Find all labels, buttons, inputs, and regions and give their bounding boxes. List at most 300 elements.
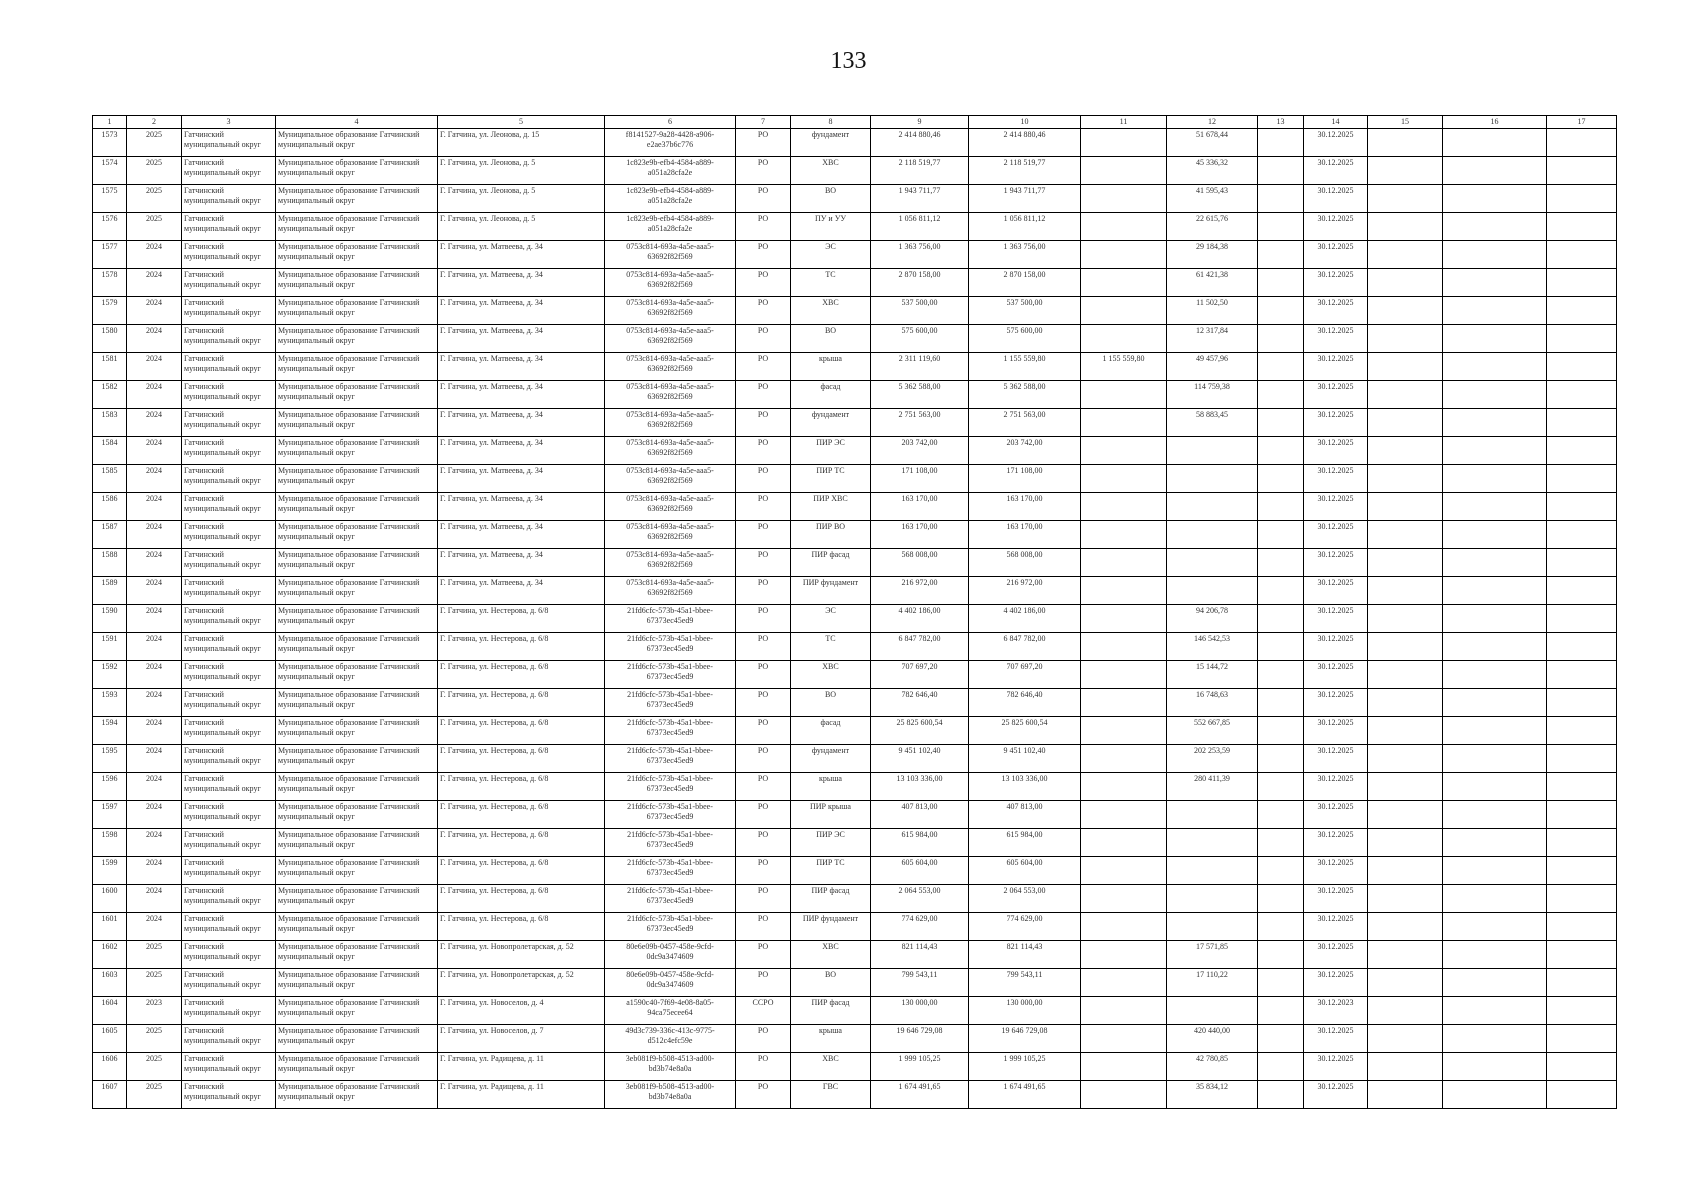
cell-address: Г. Гатчина, ул. Матвеева, д. 34 xyxy=(438,549,605,577)
cell-district: Гатчинский муниципальный округ xyxy=(182,969,276,997)
cell-total-cost: 2 064 553,00 xyxy=(871,885,969,913)
cell-deadline: 30.12.2025 xyxy=(1304,941,1368,969)
cell-cost-fund: 2 751 563,00 xyxy=(969,409,1081,437)
cell-row-number: 1590 xyxy=(93,605,127,633)
cell-col-16 xyxy=(1443,941,1547,969)
cell-address: Г. Гатчина, ул. Матвеева, д. 34 xyxy=(438,269,605,297)
cell-col-16 xyxy=(1443,437,1547,465)
table-row xyxy=(93,213,1617,241)
cell-col-15 xyxy=(1368,829,1443,857)
cell-cost-fund: 163 170,00 xyxy=(969,493,1081,521)
cell-year: 2025 xyxy=(127,941,182,969)
cell-municipality: Муниципальное образование Гатчинский муниципальный округ xyxy=(276,941,438,969)
cell-address: Г. Гатчина, ул. Нестерова, д. 6/8 xyxy=(438,885,605,913)
cell-fee: 45 336,32 xyxy=(1167,157,1258,185)
cell-col-17 xyxy=(1547,241,1617,269)
cell-program-type: ССРО xyxy=(736,997,791,1025)
cell-col-17 xyxy=(1547,353,1617,381)
cell-district: Гатчинский муниципальный округ xyxy=(182,381,276,409)
cell-fee: 35 834,12 xyxy=(1167,1081,1258,1109)
cell-row-number: 1591 xyxy=(93,633,127,661)
cell-year: 2024 xyxy=(127,885,182,913)
cell-col-15 xyxy=(1368,941,1443,969)
cell-district: Гатчинский муниципальный округ xyxy=(182,801,276,829)
cell-year: 2023 xyxy=(127,997,182,1025)
cell-address: Г. Гатчина, ул. Нестерова, д. 6/8 xyxy=(438,857,605,885)
cell-cost-other xyxy=(1081,1025,1167,1053)
cell-municipality: Муниципальное образование Гатчинский муниципальный округ xyxy=(276,745,438,773)
cell-work-type: ЭС xyxy=(791,241,871,269)
cell-col-16 xyxy=(1443,465,1547,493)
cell-cost-other xyxy=(1081,157,1167,185)
cell-address: Г. Гатчина, ул. Леонова, д. 5 xyxy=(438,157,605,185)
cell-col-15 xyxy=(1368,605,1443,633)
cell-total-cost: 615 984,00 xyxy=(871,829,969,857)
cell-municipality: Муниципальное образование Гатчинский муниципальный округ xyxy=(276,885,438,913)
cell-address: Г. Гатчина, ул. Нестерова, д. 6/8 xyxy=(438,689,605,717)
cell-col-17 xyxy=(1547,745,1617,773)
cell-deadline: 30.12.2023 xyxy=(1304,997,1368,1025)
cell-col-15 xyxy=(1368,1053,1443,1081)
cell-work-type: ПИР ХВС xyxy=(791,493,871,521)
cell-work-type: ХВС xyxy=(791,941,871,969)
cell-work-type: фундамент xyxy=(791,129,871,157)
cell-district: Гатчинский муниципальный округ xyxy=(182,493,276,521)
cell-col-16 xyxy=(1443,801,1547,829)
cell-work-type: ГВС xyxy=(791,1081,871,1109)
cell-col-17 xyxy=(1547,213,1617,241)
cell-col-15 xyxy=(1368,157,1443,185)
cell-cost-other xyxy=(1081,381,1167,409)
cell-deadline: 30.12.2025 xyxy=(1304,549,1368,577)
cell-total-cost: 203 742,00 xyxy=(871,437,969,465)
header-cell-house-guid: 6 xyxy=(605,116,736,129)
cell-fee xyxy=(1167,857,1258,885)
cell-col-13 xyxy=(1258,801,1304,829)
cell-year: 2025 xyxy=(127,1053,182,1081)
cell-cost-fund: 1 999 105,25 xyxy=(969,1053,1081,1081)
cell-municipality: Муниципальное образование Гатчинский муниципальный округ xyxy=(276,605,438,633)
cell-cost-other xyxy=(1081,297,1167,325)
cell-fee: 16 748,63 xyxy=(1167,689,1258,717)
cell-program-type: РО xyxy=(736,745,791,773)
cell-work-type: фундамент xyxy=(791,745,871,773)
cell-municipality: Муниципальное образование Гатчинский муниципальный округ xyxy=(276,1025,438,1053)
cell-col-15 xyxy=(1368,857,1443,885)
cell-district: Гатчинский муниципальный округ xyxy=(182,157,276,185)
table-row xyxy=(93,969,1617,997)
cell-house-guid: 0753c814-693a-4a5e-aaa5-63692f82f569 xyxy=(605,465,736,493)
cell-program-type: РО xyxy=(736,325,791,353)
table-row xyxy=(93,633,1617,661)
cell-col-15 xyxy=(1368,577,1443,605)
cell-col-17 xyxy=(1547,1025,1617,1053)
cell-fee xyxy=(1167,549,1258,577)
cell-total-cost: 707 697,20 xyxy=(871,661,969,689)
cell-row-number: 1574 xyxy=(93,157,127,185)
cell-cost-other xyxy=(1081,549,1167,577)
cell-work-type: ХВС xyxy=(791,157,871,185)
cell-year: 2024 xyxy=(127,801,182,829)
cell-total-cost: 1 999 105,25 xyxy=(871,1053,969,1081)
cell-cost-fund: 799 543,11 xyxy=(969,969,1081,997)
header-cell-work-type: 8 xyxy=(791,116,871,129)
cell-deadline: 30.12.2025 xyxy=(1304,409,1368,437)
cell-district: Гатчинский муниципальный округ xyxy=(182,1053,276,1081)
cell-col-16 xyxy=(1443,549,1547,577)
cell-col-17 xyxy=(1547,493,1617,521)
cell-cost-other xyxy=(1081,941,1167,969)
cell-cost-fund: 774 629,00 xyxy=(969,913,1081,941)
cell-district: Гатчинский муниципальный округ xyxy=(182,745,276,773)
cell-col-15 xyxy=(1368,465,1443,493)
cell-cost-other xyxy=(1081,717,1167,745)
cell-col-13 xyxy=(1258,241,1304,269)
cell-deadline: 30.12.2025 xyxy=(1304,829,1368,857)
cell-year: 2024 xyxy=(127,353,182,381)
header-cell-deadline: 14 xyxy=(1304,116,1368,129)
cell-col-17 xyxy=(1547,1053,1617,1081)
cell-total-cost: 6 847 782,00 xyxy=(871,633,969,661)
cell-row-number: 1573 xyxy=(93,129,127,157)
cell-year: 2024 xyxy=(127,325,182,353)
cell-cost-fund: 19 646 729,08 xyxy=(969,1025,1081,1053)
cell-cost-fund: 537 500,00 xyxy=(969,297,1081,325)
cell-row-number: 1604 xyxy=(93,997,127,1025)
cell-cost-other xyxy=(1081,745,1167,773)
cell-program-type: РО xyxy=(736,689,791,717)
cell-cost-fund: 575 600,00 xyxy=(969,325,1081,353)
cell-house-guid: 0753c814-693a-4a5e-aaa5-63692f82f569 xyxy=(605,521,736,549)
cell-col-13 xyxy=(1258,1081,1304,1109)
cell-total-cost: 1 943 711,77 xyxy=(871,185,969,213)
cell-year: 2024 xyxy=(127,633,182,661)
cell-col-16 xyxy=(1443,1025,1547,1053)
cell-work-type: ПИР фасад xyxy=(791,549,871,577)
cell-col-17 xyxy=(1547,465,1617,493)
cell-cost-other xyxy=(1081,577,1167,605)
cell-year: 2025 xyxy=(127,1081,182,1109)
cell-total-cost: 4 402 186,00 xyxy=(871,605,969,633)
cell-program-type: РО xyxy=(736,213,791,241)
table-row xyxy=(93,521,1617,549)
cell-col-16 xyxy=(1443,325,1547,353)
cell-total-cost: 130 000,00 xyxy=(871,997,969,1025)
cell-deadline: 30.12.2025 xyxy=(1304,913,1368,941)
cell-col-17 xyxy=(1547,689,1617,717)
cell-district: Гатчинский муниципальный округ xyxy=(182,269,276,297)
cell-work-type: ХВС xyxy=(791,297,871,325)
cell-col-15 xyxy=(1368,185,1443,213)
table-row xyxy=(93,773,1617,801)
header-cell-year: 2 xyxy=(127,116,182,129)
cell-fee: 420 440,00 xyxy=(1167,1025,1258,1053)
cell-work-type: ПИР фундамент xyxy=(791,577,871,605)
cell-row-number: 1596 xyxy=(93,773,127,801)
cell-municipality: Муниципальное образование Гатчинский муниципальный округ xyxy=(276,521,438,549)
cell-district: Гатчинский муниципальный округ xyxy=(182,437,276,465)
cell-col-17 xyxy=(1547,997,1617,1025)
cell-house-guid: 0753c814-693a-4a5e-aaa5-63692f82f569 xyxy=(605,437,736,465)
table-row xyxy=(93,1053,1617,1081)
cell-municipality: Муниципальное образование Гатчинский муниципальный округ xyxy=(276,269,438,297)
cell-address: Г. Гатчина, ул. Матвеева, д. 34 xyxy=(438,465,605,493)
cell-year: 2024 xyxy=(127,661,182,689)
cell-cost-other xyxy=(1081,661,1167,689)
cell-house-guid: 21fd6cfc-573b-45a1-bbee-67373ec45ed9 xyxy=(605,773,736,801)
cell-col-17 xyxy=(1547,773,1617,801)
cell-col-13 xyxy=(1258,297,1304,325)
table-row xyxy=(93,885,1617,913)
cell-fee xyxy=(1167,913,1258,941)
cell-year: 2024 xyxy=(127,689,182,717)
cell-row-number: 1583 xyxy=(93,409,127,437)
cell-house-guid: 21fd6cfc-573b-45a1-bbee-67373ec45ed9 xyxy=(605,689,736,717)
cell-fee: 552 667,85 xyxy=(1167,717,1258,745)
cell-year: 2024 xyxy=(127,297,182,325)
cell-address: Г. Гатчина, ул. Матвеева, д. 34 xyxy=(438,297,605,325)
cell-row-number: 1603 xyxy=(93,969,127,997)
cell-col-15 xyxy=(1368,493,1443,521)
cell-row-number: 1595 xyxy=(93,745,127,773)
cell-address: Г. Гатчина, ул. Матвеева, д. 34 xyxy=(438,325,605,353)
cell-cost-fund: 605 604,00 xyxy=(969,857,1081,885)
cell-col-15 xyxy=(1368,269,1443,297)
cell-total-cost: 9 451 102,40 xyxy=(871,745,969,773)
cell-col-17 xyxy=(1547,325,1617,353)
cell-district: Гатчинский муниципальный округ xyxy=(182,857,276,885)
cell-house-guid: 80e6e09b-0457-458e-9cfd-0dc9a3474609 xyxy=(605,969,736,997)
cell-house-guid: 21fd6cfc-573b-45a1-bbee-67373ec45ed9 xyxy=(605,913,736,941)
table-row xyxy=(93,409,1617,437)
header-cell-col-15: 15 xyxy=(1368,116,1443,129)
cell-program-type: РО xyxy=(736,465,791,493)
cell-deadline: 30.12.2025 xyxy=(1304,521,1368,549)
cell-district: Гатчинский муниципальный округ xyxy=(182,661,276,689)
cell-year: 2024 xyxy=(127,913,182,941)
cell-house-guid: 21fd6cfc-573b-45a1-bbee-67373ec45ed9 xyxy=(605,661,736,689)
cell-total-cost: 2 118 519,77 xyxy=(871,157,969,185)
cell-address: Г. Гатчина, ул. Нестерова, д. 6/8 xyxy=(438,773,605,801)
cell-col-16 xyxy=(1443,297,1547,325)
cell-total-cost: 774 629,00 xyxy=(871,913,969,941)
cell-address: Г. Гатчина, ул. Нестерова, д. 6/8 xyxy=(438,717,605,745)
cell-total-cost: 799 543,11 xyxy=(871,969,969,997)
cell-col-15 xyxy=(1368,549,1443,577)
cell-municipality: Муниципальное образование Гатчинский муниципальный округ xyxy=(276,241,438,269)
cell-district: Гатчинский муниципальный округ xyxy=(182,1025,276,1053)
cell-district: Гатчинский муниципальный округ xyxy=(182,185,276,213)
cell-col-13 xyxy=(1258,213,1304,241)
cell-municipality: Муниципальное образование Гатчинский муниципальный округ xyxy=(276,437,438,465)
cell-fee: 17 571,85 xyxy=(1167,941,1258,969)
cell-total-cost: 2 311 119,60 xyxy=(871,353,969,381)
cell-house-guid: 21fd6cfc-573b-45a1-bbee-67373ec45ed9 xyxy=(605,829,736,857)
cell-col-16 xyxy=(1443,885,1547,913)
cell-work-type: ХВС xyxy=(791,661,871,689)
table-row xyxy=(93,325,1617,353)
cell-address: Г. Гатчина, ул. Нестерова, д. 6/8 xyxy=(438,913,605,941)
cell-work-type: ВО xyxy=(791,969,871,997)
cell-municipality: Муниципальное образование Гатчинский муниципальный округ xyxy=(276,969,438,997)
cell-col-15 xyxy=(1368,1081,1443,1109)
cell-row-number: 1588 xyxy=(93,549,127,577)
cell-fee: 17 110,22 xyxy=(1167,969,1258,997)
cell-work-type: фасад xyxy=(791,381,871,409)
cell-district: Гатчинский муниципальный округ xyxy=(182,633,276,661)
cell-col-17 xyxy=(1547,381,1617,409)
cell-municipality: Муниципальное образование Гатчинский муниципальный округ xyxy=(276,549,438,577)
table-row xyxy=(93,801,1617,829)
cell-year: 2024 xyxy=(127,521,182,549)
cell-program-type: РО xyxy=(736,717,791,745)
cell-col-15 xyxy=(1368,633,1443,661)
cell-total-cost: 568 008,00 xyxy=(871,549,969,577)
header-cell-total-cost: 9 xyxy=(871,116,969,129)
cell-municipality: Муниципальное образование Гатчинский муниципальный округ xyxy=(276,325,438,353)
cell-program-type: РО xyxy=(736,969,791,997)
cell-col-13 xyxy=(1258,1025,1304,1053)
cell-col-15 xyxy=(1368,409,1443,437)
table-row xyxy=(93,493,1617,521)
cell-col-13 xyxy=(1258,969,1304,997)
cell-col-17 xyxy=(1547,857,1617,885)
cell-cost-other xyxy=(1081,997,1167,1025)
cell-house-guid: 21fd6cfc-573b-45a1-bbee-67373ec45ed9 xyxy=(605,633,736,661)
cell-year: 2024 xyxy=(127,829,182,857)
cell-district: Гатчинский муниципальный округ xyxy=(182,241,276,269)
cell-cost-fund: 1 056 811,12 xyxy=(969,213,1081,241)
cell-row-number: 1586 xyxy=(93,493,127,521)
cell-municipality: Муниципальное образование Гатчинский муниципальный округ xyxy=(276,857,438,885)
cell-municipality: Муниципальное образование Гатчинский муниципальный округ xyxy=(276,297,438,325)
table-row xyxy=(93,661,1617,689)
cell-col-17 xyxy=(1547,913,1617,941)
cell-cost-fund: 203 742,00 xyxy=(969,437,1081,465)
table-row xyxy=(93,549,1617,577)
cell-col-15 xyxy=(1368,241,1443,269)
cell-deadline: 30.12.2025 xyxy=(1304,661,1368,689)
cell-program-type: РО xyxy=(736,241,791,269)
cell-col-13 xyxy=(1258,381,1304,409)
cell-row-number: 1576 xyxy=(93,213,127,241)
table-row xyxy=(93,829,1617,857)
cell-total-cost: 1 056 811,12 xyxy=(871,213,969,241)
cell-work-type: ПИР ВО xyxy=(791,521,871,549)
cell-house-guid: 0753c814-693a-4a5e-aaa5-63692f82f569 xyxy=(605,381,736,409)
cell-cost-fund: 5 362 588,00 xyxy=(969,381,1081,409)
cell-house-guid: 1c823e9b-efb4-4584-a889-a051a28cfa2e xyxy=(605,157,736,185)
cell-program-type: РО xyxy=(736,157,791,185)
cell-year: 2024 xyxy=(127,437,182,465)
cell-work-type: ПИР крыша xyxy=(791,801,871,829)
cell-cost-other xyxy=(1081,437,1167,465)
cell-cost-fund: 163 170,00 xyxy=(969,521,1081,549)
cell-address: Г. Гатчина, ул. Новопролетарская, д. 52 xyxy=(438,941,605,969)
cell-deadline: 30.12.2025 xyxy=(1304,717,1368,745)
cell-address: Г. Гатчина, ул. Леонова, д. 15 xyxy=(438,129,605,157)
cell-fee: 15 144,72 xyxy=(1167,661,1258,689)
cell-deadline: 30.12.2025 xyxy=(1304,381,1368,409)
cell-col-17 xyxy=(1547,269,1617,297)
cell-fee: 41 595,43 xyxy=(1167,185,1258,213)
cell-col-17 xyxy=(1547,941,1617,969)
cell-row-number: 1607 xyxy=(93,1081,127,1109)
table-row xyxy=(93,465,1617,493)
cell-house-guid: 0753c814-693a-4a5e-aaa5-63692f82f569 xyxy=(605,297,736,325)
cell-col-17 xyxy=(1547,297,1617,325)
cell-house-guid: 3eb081f9-b508-4513-ad00-bd3b74e8a0a xyxy=(605,1081,736,1109)
cell-house-guid: 0753c814-693a-4a5e-aaa5-63692f82f569 xyxy=(605,269,736,297)
cell-col-15 xyxy=(1368,997,1443,1025)
cell-program-type: РО xyxy=(736,1053,791,1081)
cell-col-13 xyxy=(1258,269,1304,297)
cell-year: 2025 xyxy=(127,185,182,213)
cell-program-type: РО xyxy=(736,297,791,325)
cell-total-cost: 163 170,00 xyxy=(871,493,969,521)
cell-year: 2024 xyxy=(127,465,182,493)
cell-row-number: 1581 xyxy=(93,353,127,381)
cell-work-type: ПИР ТС xyxy=(791,465,871,493)
cell-address: Г. Гатчина, ул. Матвеева, д. 34 xyxy=(438,381,605,409)
cell-work-type: ВО xyxy=(791,325,871,353)
cell-row-number: 1582 xyxy=(93,381,127,409)
cell-fee: 12 317,84 xyxy=(1167,325,1258,353)
cell-year: 2025 xyxy=(127,1025,182,1053)
cell-cost-fund: 407 813,00 xyxy=(969,801,1081,829)
cell-col-16 xyxy=(1443,745,1547,773)
cell-col-16 xyxy=(1443,605,1547,633)
cell-work-type: ПИР ТС xyxy=(791,857,871,885)
cell-municipality: Муниципальное образование Гатчинский муниципальный округ xyxy=(276,409,438,437)
cell-col-15 xyxy=(1368,353,1443,381)
cell-district: Гатчинский муниципальный округ xyxy=(182,129,276,157)
cell-work-type: крыша xyxy=(791,773,871,801)
cell-col-13 xyxy=(1258,549,1304,577)
cell-house-guid: 0753c814-693a-4a5e-aaa5-63692f82f569 xyxy=(605,353,736,381)
cell-work-type: ПИР ЭС xyxy=(791,829,871,857)
cell-district: Гатчинский муниципальный округ xyxy=(182,829,276,857)
cell-row-number: 1589 xyxy=(93,577,127,605)
cell-fee: 11 502,50 xyxy=(1167,297,1258,325)
table-row xyxy=(93,129,1617,157)
cell-total-cost: 25 825 600,54 xyxy=(871,717,969,745)
cell-program-type: РО xyxy=(736,353,791,381)
cell-fee xyxy=(1167,521,1258,549)
header-cell-col-16: 16 xyxy=(1443,116,1547,129)
cell-deadline: 30.12.2025 xyxy=(1304,1053,1368,1081)
cell-total-cost: 575 600,00 xyxy=(871,325,969,353)
cell-work-type: ПИР ЭС xyxy=(791,437,871,465)
header-cell-address: 5 xyxy=(438,116,605,129)
cell-year: 2024 xyxy=(127,577,182,605)
cell-deadline: 30.12.2025 xyxy=(1304,969,1368,997)
cell-cost-other xyxy=(1081,689,1167,717)
table-row xyxy=(93,857,1617,885)
header-cell-col-17: 17 xyxy=(1547,116,1617,129)
cell-work-type: ТС xyxy=(791,633,871,661)
cell-row-number: 1602 xyxy=(93,941,127,969)
cell-row-number: 1598 xyxy=(93,829,127,857)
cell-col-17 xyxy=(1547,605,1617,633)
cell-total-cost: 2 414 880,46 xyxy=(871,129,969,157)
cell-fee xyxy=(1167,577,1258,605)
cell-district: Гатчинский муниципальный округ xyxy=(182,353,276,381)
cell-col-16 xyxy=(1443,157,1547,185)
cell-address: Г. Гатчина, ул. Матвеева, д. 34 xyxy=(438,241,605,269)
cell-municipality: Муниципальное образование Гатчинский муниципальный округ xyxy=(276,997,438,1025)
cell-program-type: РО xyxy=(736,773,791,801)
